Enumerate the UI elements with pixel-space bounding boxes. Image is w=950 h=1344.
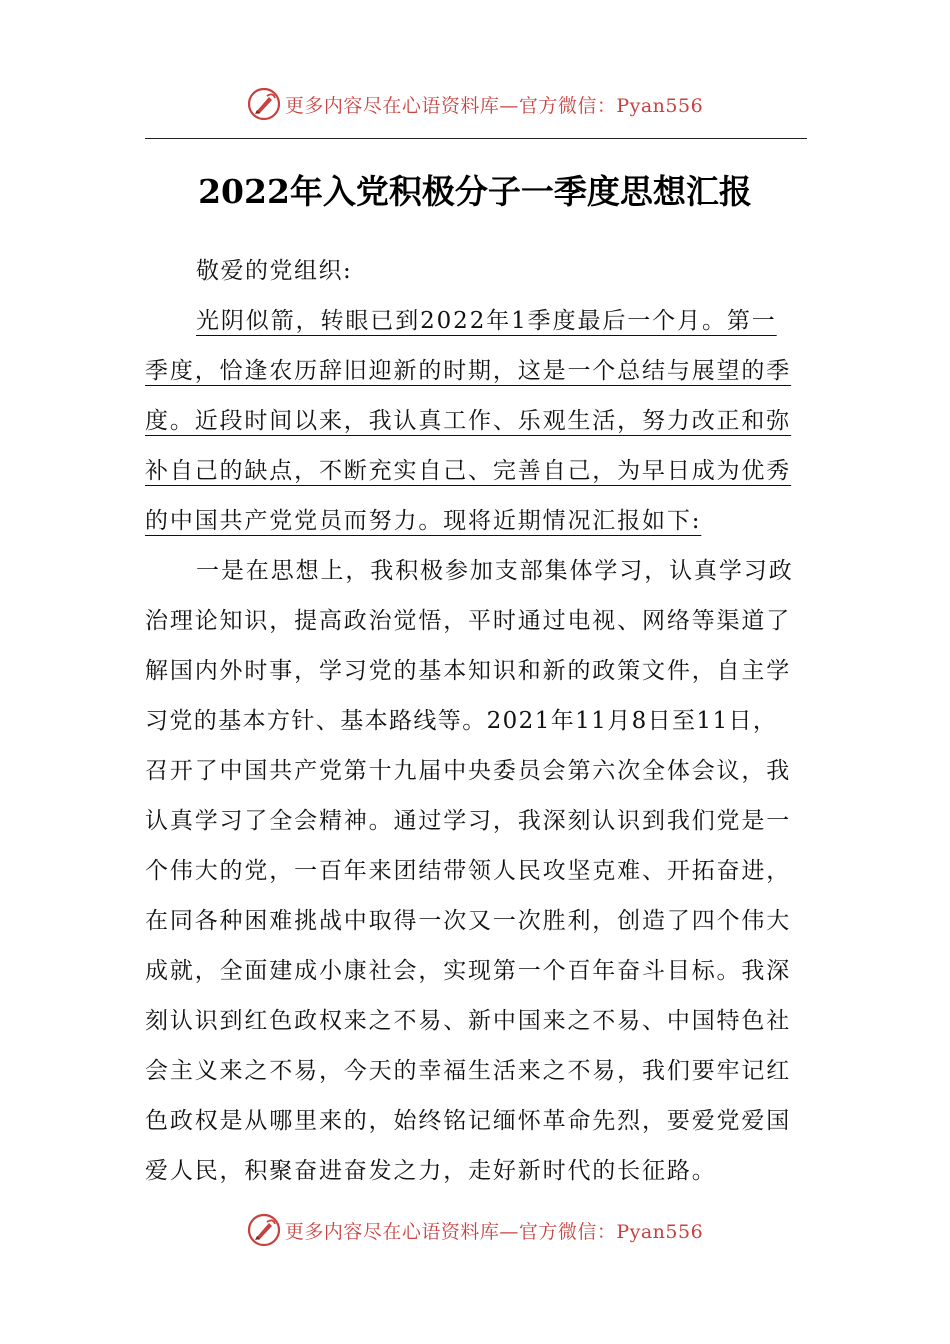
paragraph-2-line: 爱人民，积聚奋进奋发之力，走好新时代的长征路。 xyxy=(145,1158,717,1184)
paragraph-2-line: 治理论知识，提高政治觉悟，平时通过电视、网络等渠道了 xyxy=(145,608,792,634)
paragraph-1-line: 度。近段时间以来，我认真工作、乐观生活，努力改正和弥 xyxy=(145,408,792,434)
paragraph-2 xyxy=(145,546,807,1196)
salutation-text: 敬爱的党组织: xyxy=(196,258,353,284)
footer-banner-text: 更多内容尽在心语资料库—官方微信：Pyan556 xyxy=(284,1220,704,1243)
paragraph-1-line: 季度，恰逢农历辞旧迎新的时期，这是一个总结与展望的季 xyxy=(145,358,792,384)
header-divider xyxy=(145,138,807,139)
header-banner xyxy=(0,84,950,124)
paragraph-2-line: 一是在思想上，我积极参加支部集体学习，认真学习政 xyxy=(196,558,794,584)
paragraph-1-line: 光阴似箭，转眼已到2022年1季度最后一个月。第一 xyxy=(196,308,777,334)
paragraph-1-line: 补自己的缺点，不断充实自己、完善自己，为早日成为优秀 xyxy=(145,458,792,484)
paragraph-2-line: 会主义来之不易，今天的幸福生活来之不易，我们要牢记红 xyxy=(145,1058,792,1084)
paragraph-2-line: 认真学习了全会精神。通过学习，我深刻认识到我们党是一 xyxy=(145,808,792,834)
pen-circle-logo-icon xyxy=(247,1213,281,1247)
paragraph-2-line: 召开了中国共产党第十九届中央委员会第六次全体会议，我 xyxy=(145,758,792,784)
paragraph-2-line: 解国内外时事，学习党的基本知识和新的政策文件，自主学 xyxy=(145,658,792,684)
paragraph-2-line: 在同各种困难挑战中取得一次又一次胜利，创造了四个伟大 xyxy=(145,908,792,934)
paragraph-2-line: 成就，全面建成小康社会，实现第一个百年奋斗目标。我深 xyxy=(145,958,792,984)
paragraph-1 xyxy=(145,296,807,546)
salutation xyxy=(196,246,858,296)
paragraph-1-line: 的中国共产党党员而努力。现将近期情况汇报如下: xyxy=(145,508,702,534)
paragraph-2-line: 色政权是从哪里来的，始终铭记缅怀革命先烈，要爱党爱国 xyxy=(145,1108,792,1134)
document-title: 2022年入党积极分子一季度思想汇报 xyxy=(198,172,752,211)
pen-circle-logo-icon xyxy=(247,87,281,121)
paragraph-2-line: 刻认识到红色政权来之不易、新中国来之不易、中国特色社 xyxy=(145,1008,792,1034)
paragraph-2-line: 个伟大的党，一百年来团结带领人民攻坚克难、开拓奋进， xyxy=(145,858,792,884)
paragraph-2-line: 习党的基本方针、基本路线等。2021年11月8日至11日， xyxy=(145,708,778,734)
footer-banner xyxy=(0,1210,950,1250)
header-banner-text: 更多内容尽在心语资料库—官方微信：Pyan556 xyxy=(284,94,704,117)
